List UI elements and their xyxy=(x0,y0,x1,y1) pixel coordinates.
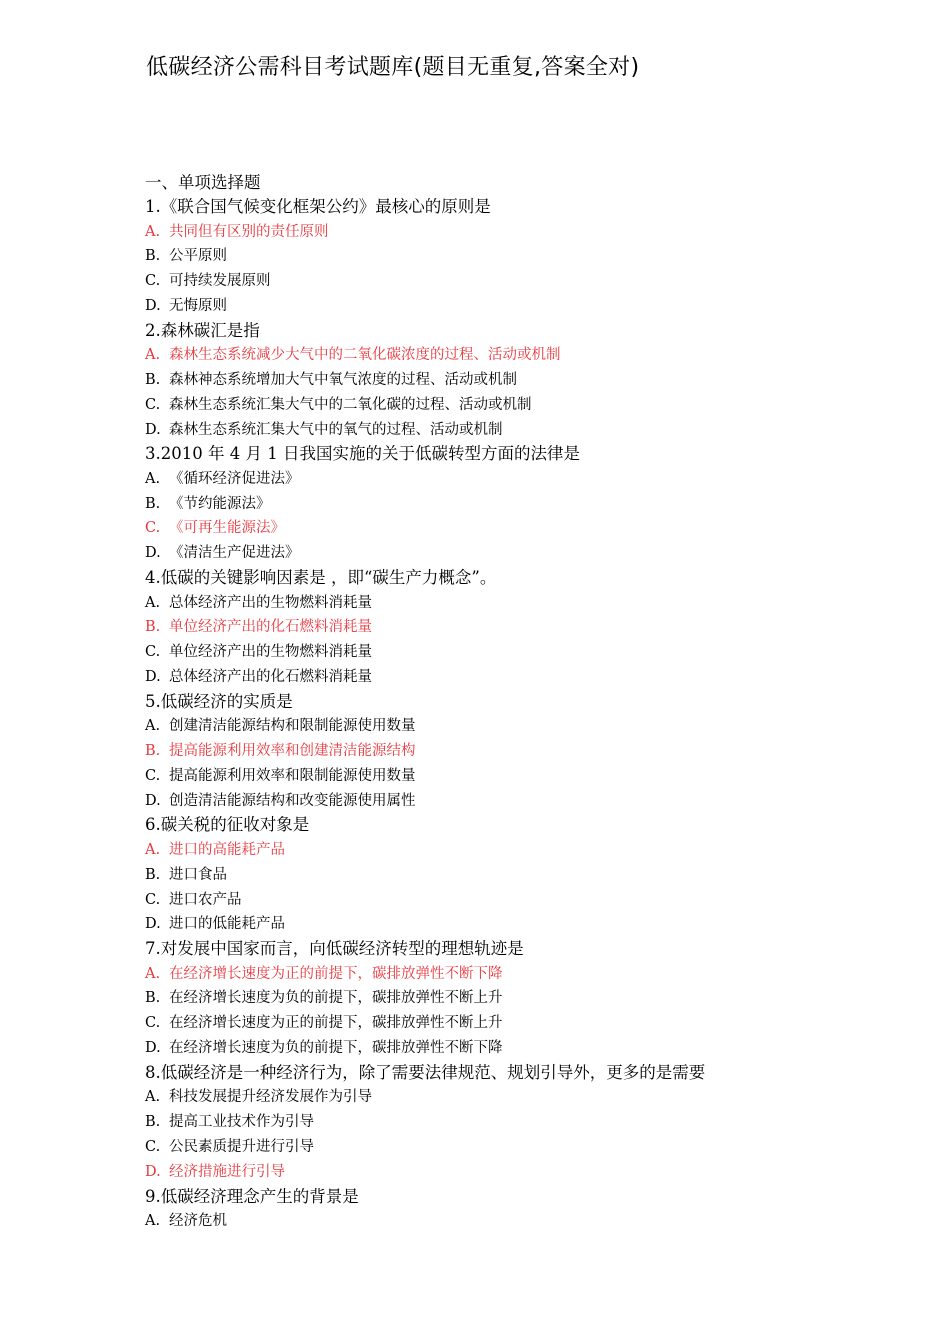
option-text: 提高工业技术作为引导 xyxy=(169,1114,314,1131)
question-number: 7 . xyxy=(145,939,161,958)
option-text: 《节约能源法》 xyxy=(169,495,271,512)
question-number: 8 . xyxy=(145,1063,161,1082)
option-text: 森林生态系统汇集大气中的氧气的过程、活动或机制 xyxy=(169,421,503,438)
question-number: 5 . xyxy=(145,692,161,711)
answer-option xyxy=(145,418,825,443)
option-list xyxy=(145,1209,825,1234)
question-5 xyxy=(145,690,825,814)
option-text: 《循环经济促进法》 xyxy=(169,470,300,487)
answer-option xyxy=(145,789,825,814)
option-letter: D . xyxy=(145,1160,169,1185)
answer-option xyxy=(145,1135,825,1160)
option-letter: A . xyxy=(145,714,169,739)
question-text: 对发展中国家而言，向低碳经济转型的理想轨迹是 xyxy=(160,939,524,959)
question-list xyxy=(145,195,825,1234)
correct-answer-option xyxy=(145,962,825,987)
answer-option xyxy=(145,640,825,665)
option-text: 森林生态系统汇集大气中的二氧化碳的过程、活动或机制 xyxy=(169,396,532,413)
option-list xyxy=(145,343,825,442)
option-letter: C . xyxy=(145,888,169,913)
correct-answer-option xyxy=(145,615,825,640)
option-text: 在经济增长速度为正的前提下，碳排放弹性不断下降 xyxy=(169,965,503,982)
answer-option xyxy=(145,244,825,269)
question-number: 9 . xyxy=(145,1187,161,1206)
answer-option xyxy=(145,591,825,616)
option-letter: D . xyxy=(145,789,169,814)
option-letter: D . xyxy=(145,541,169,566)
answer-option xyxy=(145,368,825,393)
option-letter: B . xyxy=(145,1110,169,1135)
option-letter: A . xyxy=(145,838,169,863)
option-text: 总体经济产出的生物燃料消耗量 xyxy=(169,594,372,611)
correct-answer-option xyxy=(145,739,825,764)
option-letter: D . xyxy=(145,294,169,319)
correct-answer-option xyxy=(145,343,825,368)
answer-option xyxy=(145,541,825,566)
option-text: 提高能源利用效率和限制能源使用数量 xyxy=(169,767,416,784)
question-stem xyxy=(145,566,825,591)
option-letter: C . xyxy=(145,764,169,789)
correct-answer-option xyxy=(145,838,825,863)
option-letter: A . xyxy=(145,962,169,987)
question-stem xyxy=(145,937,825,962)
question-text: 2010 年 4 月 1 日我国实施的关于低碳转型方面的法律是 xyxy=(160,444,580,464)
answer-option xyxy=(145,1036,825,1061)
option-text: 创建清洁能源结构和限制能源使用数量 xyxy=(169,718,416,735)
option-letter: B . xyxy=(145,244,169,269)
answer-option xyxy=(145,294,825,319)
option-text: 科技发展提升经济发展作为引导 xyxy=(169,1089,372,1106)
question-number: 2 . xyxy=(145,321,161,340)
option-list xyxy=(145,714,825,813)
option-text: 进口的高能耗产品 xyxy=(169,841,285,858)
correct-answer-option xyxy=(145,1160,825,1185)
answer-option xyxy=(145,986,825,1011)
question-1 xyxy=(145,195,825,319)
question-bank xyxy=(145,171,825,1234)
option-letter: A . xyxy=(145,220,169,245)
document-title: 低碳经济公需科目考试题库(题目无重复,答案全对) xyxy=(146,55,640,80)
option-letter: A . xyxy=(145,1085,169,1110)
option-text: 公平原则 xyxy=(169,248,227,265)
option-text: 在经济增长速度为正的前提下，碳排放弹性不断上升 xyxy=(169,1015,503,1032)
option-text: 《可再生能源法》 xyxy=(169,520,285,537)
option-letter: B . xyxy=(145,368,169,393)
option-list xyxy=(145,1085,825,1184)
option-letter: A . xyxy=(145,1209,169,1234)
option-letter: B . xyxy=(145,986,169,1011)
question-number: 1 . xyxy=(145,197,161,216)
option-letter: A . xyxy=(145,591,169,616)
option-text: 进口食品 xyxy=(169,866,227,883)
question-4 xyxy=(145,566,825,690)
option-letter: A . xyxy=(145,343,169,368)
option-text: 创造清洁能源结构和改变能源使用属性 xyxy=(169,792,416,809)
question-text: 森林碳汇是指 xyxy=(160,320,260,340)
option-letter: B . xyxy=(145,863,169,888)
answer-option xyxy=(145,1209,825,1234)
answer-option xyxy=(145,393,825,418)
option-text: 森林生态系统减少大气中的二氧化碳浓度的过程、活动或机制 xyxy=(169,347,561,364)
answer-option xyxy=(145,665,825,690)
option-letter: C . xyxy=(145,640,169,665)
option-text: 森林神态系统增加大气中氧气浓度的过程、活动或机制 xyxy=(169,371,517,388)
option-list xyxy=(145,591,825,690)
question-2 xyxy=(145,319,825,443)
option-letter: D . xyxy=(145,665,169,690)
question-text: 低碳经济是一种经济行为，除了需要法律规范、规划引导外，更多的是需要 xyxy=(160,1062,706,1082)
option-letter: D . xyxy=(145,1036,169,1061)
question-6 xyxy=(145,813,825,937)
answer-option xyxy=(145,888,825,913)
option-list xyxy=(145,962,825,1061)
option-letter: B . xyxy=(145,492,169,517)
option-letter: D . xyxy=(145,912,169,937)
question-9 xyxy=(145,1185,825,1234)
option-text: 提高能源利用效率和创建清洁能源结构 xyxy=(169,743,416,760)
option-text: 单位经济产出的生物燃料消耗量 xyxy=(169,644,372,661)
question-number: 3 . xyxy=(145,444,161,463)
option-text: 进口农产品 xyxy=(169,891,242,908)
answer-option xyxy=(145,863,825,888)
question-stem xyxy=(145,1061,825,1086)
question-stem xyxy=(145,442,825,467)
question-number: 6 . xyxy=(145,815,161,834)
answer-option xyxy=(145,764,825,789)
answer-option xyxy=(145,912,825,937)
answer-option xyxy=(145,714,825,739)
option-letter: B . xyxy=(145,615,169,640)
answer-option xyxy=(145,1011,825,1036)
answer-option xyxy=(145,1110,825,1135)
option-text: 经济危机 xyxy=(169,1213,227,1229)
question-stem xyxy=(145,813,825,838)
question-stem xyxy=(145,690,825,715)
question-7 xyxy=(145,937,825,1061)
question-3 xyxy=(145,442,825,566)
question-number: 4 . xyxy=(145,568,161,587)
option-list xyxy=(145,467,825,566)
option-letter: A . xyxy=(145,467,169,492)
question-text: 碳关税的征收对象是 xyxy=(160,815,310,835)
question-stem xyxy=(145,319,825,344)
answer-option xyxy=(145,467,825,492)
option-list xyxy=(145,838,825,937)
option-letter: C . xyxy=(145,516,169,541)
question-8 xyxy=(145,1061,825,1185)
option-text: 进口的低能耗产品 xyxy=(169,916,285,933)
question-text: 《联合国气候变化框架公约》最核心的原则是 xyxy=(160,197,491,216)
question-text: 低碳经济的实质是 xyxy=(160,691,293,711)
option-text: 总体经济产出的化石燃料消耗量 xyxy=(169,668,372,685)
option-text: 《清洁生产促进法》 xyxy=(169,545,300,562)
option-letter: D . xyxy=(145,418,169,443)
answer-option xyxy=(145,269,825,294)
question-stem xyxy=(145,1185,825,1210)
correct-answer-option xyxy=(145,220,825,245)
option-text: 经济措施进行引导 xyxy=(169,1163,285,1180)
option-text: 可持续发展原则 xyxy=(169,273,271,290)
section-heading: 一、单项选择题 xyxy=(145,173,261,192)
option-text: 共同但有区别的责任原则 xyxy=(169,223,329,240)
correct-answer-option xyxy=(145,516,825,541)
option-letter: C . xyxy=(145,1135,169,1160)
option-text: 单位经济产出的化石燃料消耗量 xyxy=(169,619,372,636)
option-letter: C . xyxy=(145,269,169,294)
answer-option xyxy=(145,1085,825,1110)
question-stem xyxy=(145,195,825,220)
option-text: 公民素质提升进行引导 xyxy=(169,1138,314,1155)
question-text: 低碳经济理念产生的背景是 xyxy=(160,1186,359,1206)
option-text: 无悔原则 xyxy=(169,297,227,314)
option-letter: C . xyxy=(145,393,169,418)
option-text: 在经济增长速度为负的前提下，碳排放弹性不断下降 xyxy=(169,1040,503,1057)
option-list xyxy=(145,220,825,319)
option-letter: C . xyxy=(145,1011,169,1036)
option-text: 在经济增长速度为负的前提下，碳排放弹性不断上升 xyxy=(169,990,503,1007)
answer-option xyxy=(145,492,825,517)
option-letter: B . xyxy=(145,739,169,764)
question-text: 低碳的关键影响因素是 ，即“碳生产力概念”。 xyxy=(160,568,497,588)
